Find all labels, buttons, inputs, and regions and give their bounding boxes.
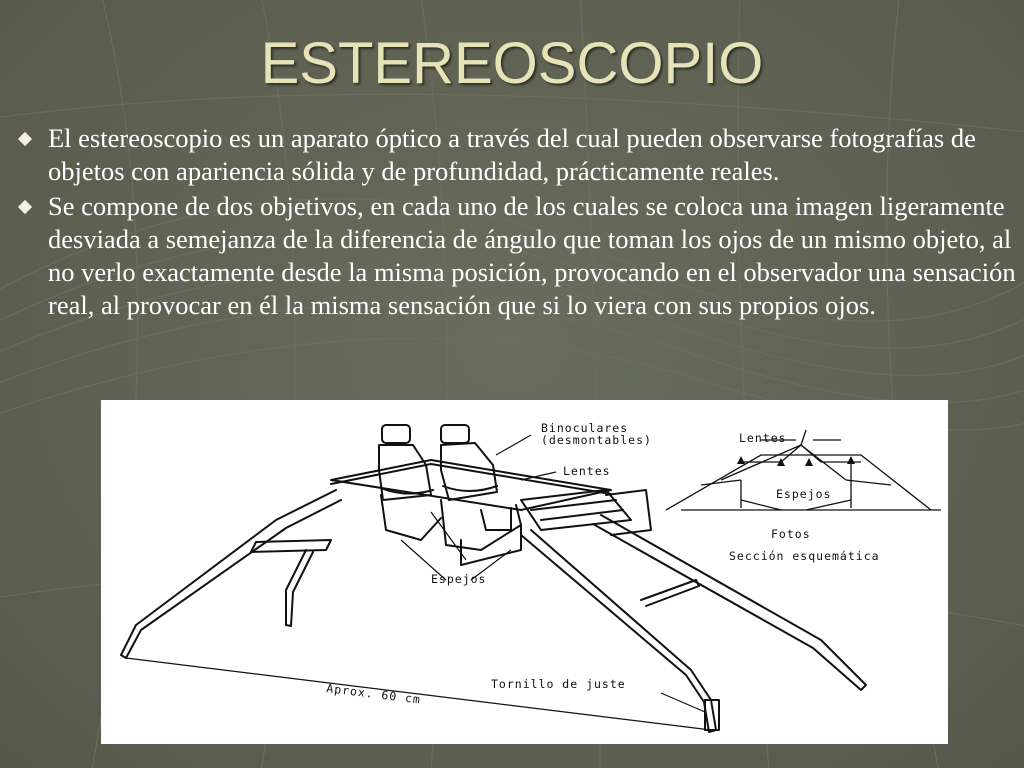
label-fotos: Fotos	[771, 527, 811, 541]
label-lentes-schematic: Lentes	[739, 431, 787, 445]
label-desmontables: (desmontables)	[541, 433, 652, 447]
diamond-bullet-icon	[18, 200, 32, 214]
stereoscope-diagram	[101, 400, 948, 744]
label-tornillo: Tornillo de juste	[491, 677, 626, 691]
bullet-item	[18, 122, 1018, 188]
label-espejos: Espejos	[431, 572, 487, 586]
slide-title: ESTEREOSCOPIO	[260, 31, 764, 96]
stereoscope-drawing	[101, 400, 948, 744]
label-binoculares: Binoculares	[541, 421, 629, 435]
label-aprox: Aprox. 60 cm	[325, 681, 422, 707]
label-espejos-schematic: Espejos	[776, 487, 832, 501]
bullet-text: El estereoscopio es un aparato óptico a través del cual pueden observarse fotografías de objetos con apariencia sólida y de profundidad, prácticamente reales.	[48, 123, 976, 186]
label-seccion-esquematica: Sección esquemática	[729, 549, 880, 563]
diamond-bullet-icon	[18, 132, 32, 146]
label-lentes: Lentes	[563, 464, 611, 478]
bullet-text: Se compone de dos objetivos, en cada uno de los cuales se coloca una imagen ligeramente desviada a semejanza de la diferencia de ángulo que toman los ojos de un mismo objeto, al no verlo exactamente desde la misma posición, provocando en el observador una sensación real, al provocar en él la misma sensación que si lo viera con sus propios ojos.	[48, 191, 1016, 320]
bullet-list	[18, 122, 1018, 322]
bullet-item	[18, 190, 1018, 322]
